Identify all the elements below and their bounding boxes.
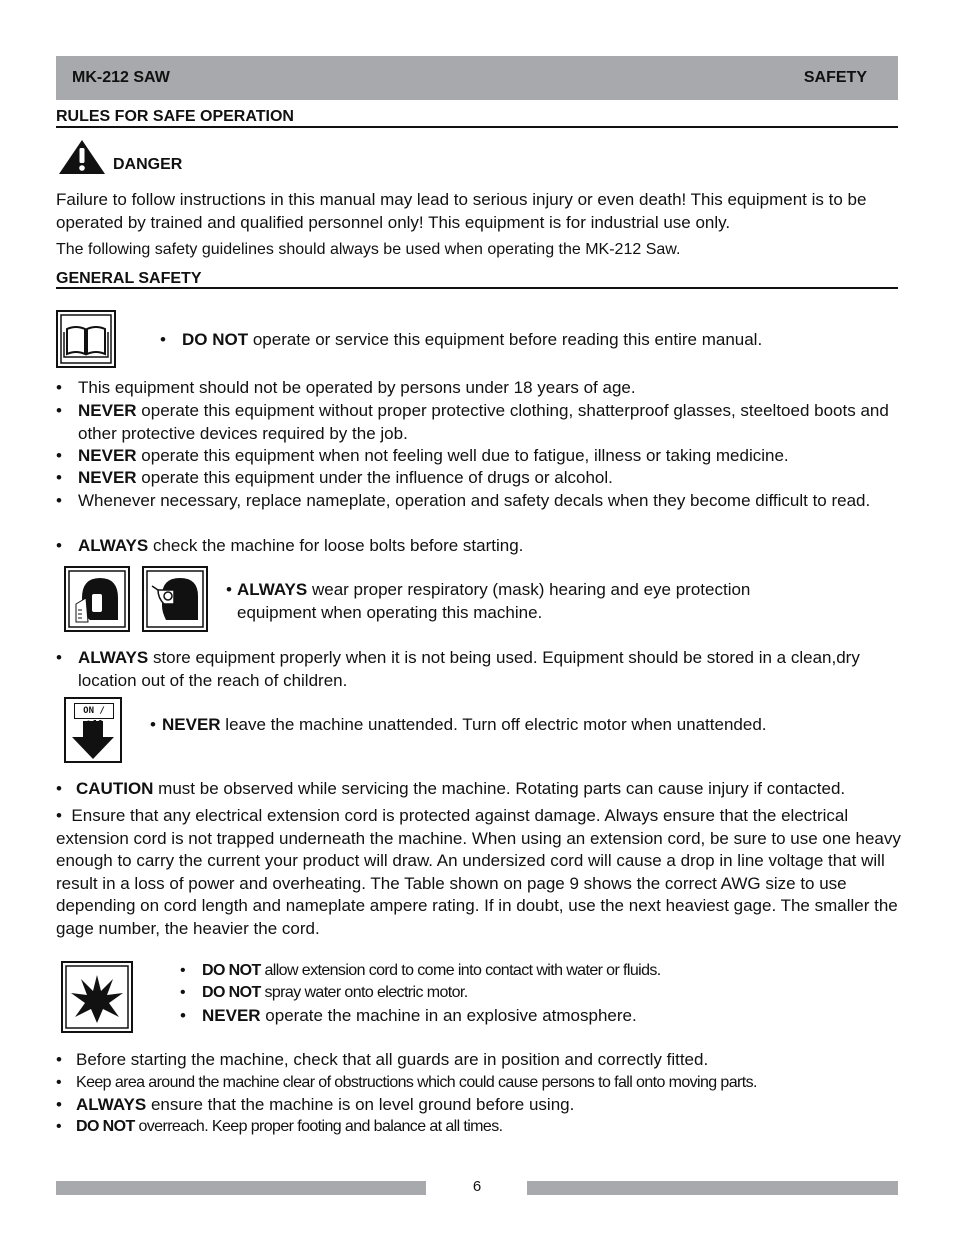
- explosion-icon-box: [61, 961, 133, 1033]
- caution-bullet: • CAUTION must be observed while servicing the machine. Rotating parts can cause injury if contacted.: [56, 779, 846, 798]
- on-off-icon-box: [64, 697, 122, 763]
- footer-bar-right: [527, 1181, 898, 1195]
- list-item: • Whenever necessary, replace nameplate, operation and safety decals when they become difficult to read.: [56, 491, 871, 510]
- list-item: • NEVER operate this equipment without proper protective clothing, shatterproof glasses, steeltoed boots and other protective devices required by the job.: [56, 401, 889, 443]
- list-item: • This equipment should not be operated by persons under 18 years of age.: [56, 378, 636, 397]
- unattended-bullet: • NEVER leave the machine unattended. Turn off electric motor when unattended.: [150, 715, 767, 734]
- face-shield-icon: [144, 568, 206, 630]
- book-icon: [58, 312, 114, 366]
- general-safety-title: GENERAL SAFETY: [56, 270, 202, 287]
- down-arrow-icon: [66, 719, 120, 761]
- manual-bullet: • DO NOT operate or service this equipment before reading this entire manual.: [160, 330, 763, 349]
- explosion-icon: [63, 963, 131, 1031]
- list-item: • ALWAYS check the machine for loose bolts before starting.: [56, 536, 524, 555]
- water-bullet: • NEVER operate the machine in an explosive atmosphere.: [180, 1006, 637, 1025]
- cord-text: • Ensure that any electrical extension cord is protected against damage. Always ensure that the electrical extension cord is not trapped underneath the machine. When using an extension cord, be sure to use one heavy enough to carry the current your product will draw. An undersized cord will cause a drop in line voltage that will result in a loss of power and overheating. The Table shown on page 9 shows the correct AWG size to use depending on cord length and nameplate ampere rating. If in doubt, use the next heaviest gage. The smaller the gage number, the heavier the cord.: [56, 806, 901, 938]
- face-shield-icon-box: [142, 566, 208, 632]
- list-item: • ALWAYS ensure that the machine is on level ground before using.: [56, 1095, 575, 1114]
- ppe-bullet: • ALWAYS wear proper respiratory (mask) hearing and eye protection equipment when operating this machine.: [226, 580, 751, 622]
- list-item: • NEVER operate this equipment when not feeling well due to fatigue, illness or taking medicine.: [56, 446, 789, 465]
- water-bullet: • DO NOT allow extension cord to come into contact with water or fluids.: [180, 962, 661, 979]
- on-off-label: ON /: [74, 703, 114, 719]
- list-item: • NEVER operate this equipment under the influence of drugs or alcohol.: [56, 468, 613, 487]
- guidelines-text: The following safety guidelines should always be used when operating the MK-212 Saw.: [56, 241, 681, 258]
- footer-bar-left: [56, 1181, 426, 1195]
- respirator-mask-icon: [66, 568, 128, 630]
- respirator-icon-box: [64, 566, 130, 632]
- general-safety-rule: [56, 287, 898, 289]
- store-bullet: • ALWAYS store equipment properly when it is not being used. Equipment should be stored in a clean,dry location out of the reach of children.: [56, 648, 860, 690]
- rules-rule: [56, 126, 898, 128]
- header-title: MK-212 SAW: [72, 69, 170, 86]
- danger-label: DANGER: [113, 156, 183, 173]
- warning-triangle-icon: [58, 139, 106, 175]
- header-bar: [56, 56, 898, 100]
- header-section: SAFETY: [803, 69, 867, 86]
- list-item: • DO NOT overreach. Keep proper footing and balance at all times.: [56, 1118, 503, 1135]
- page-number: 6: [472, 1178, 482, 1195]
- water-bullet: • DO NOT spray water onto electric motor.: [180, 984, 468, 1001]
- list-item: • Before starting the machine, check that all guards are in position and correctly fitted.: [56, 1050, 709, 1069]
- list-item: • Keep area around the machine clear of obstructions which could cause persons to fall onto moving parts.: [56, 1074, 757, 1091]
- rules-title: RULES FOR SAFE OPERATION: [56, 108, 294, 125]
- danger-text: Failure to follow instructions in this manual may lead to serious injury or even death! This equipment is to be operated by trained and qualified personnel only! This equipment is for industrial use only.: [56, 190, 867, 232]
- manual-icon-box: [56, 310, 116, 368]
